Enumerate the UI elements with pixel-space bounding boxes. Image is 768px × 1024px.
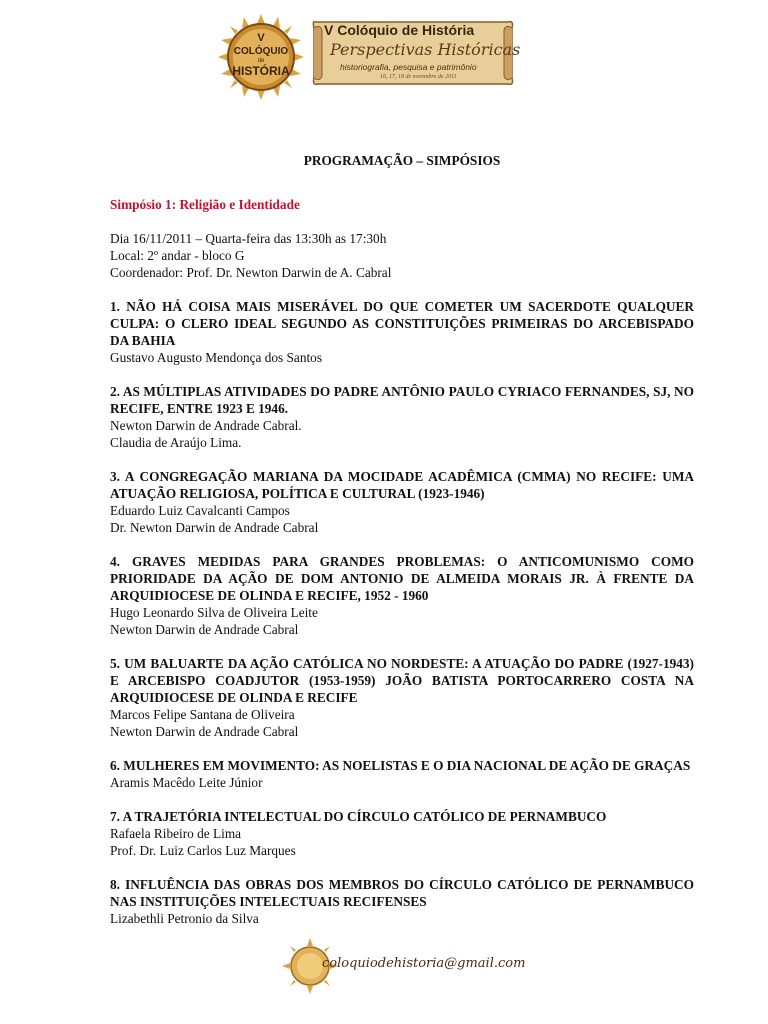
contact-email[interactable]: coloquiodehistoria@gmail.com: [322, 956, 526, 971]
paper-item-6: [110, 757, 694, 791]
paper-item-2: [110, 383, 694, 451]
svg-text:COLÓQUIO: COLÓQUIO: [233, 46, 289, 57]
paper-item-5: [110, 655, 694, 740]
event-banner: [310, 16, 521, 90]
banner-date: 16, 17, 18 de novembro de 2011: [380, 74, 457, 80]
paper-item-1: [110, 298, 694, 366]
document-body: [110, 152, 694, 944]
paper-author: Hugo Leonardo Silva de Oliveira Leite: [110, 605, 318, 620]
paper-author: Newton Darwin de Andrade Cabral: [110, 724, 299, 739]
paper-author: Gustavo Augusto Mendonça dos Santos: [110, 350, 323, 365]
paper-author: Claudia de Araújo Lima.: [110, 435, 242, 450]
banner-subtitle: Perspectivas Históricas: [330, 40, 521, 59]
svg-text:HISTÓRIA: HISTÓRIA: [232, 64, 290, 78]
paper-title: 1. NÃO HÁ COISA MAIS MISERÁVEL DO QUE COMETER UM SACERDOTE QUALQUER CULPA: O CLERO IDEAL SEGUNDO AS CONSTITUIÇÕES PRIMEIRAS DO ARCEBISPADO DA BAHIA: [110, 299, 694, 348]
paper-author: Rafaela Ribeiro de Lima: [110, 826, 242, 841]
paper-title: 7. A TRAJETÓRIA INTELECTUAL DO CÍRCULO CATÓLICO DE PERNAMBUCO: [110, 809, 607, 824]
session-location: Local: 2º andar - bloco G: [110, 248, 245, 263]
page-title: PROGRAMAÇÃO – SIMPÓSIOS: [303, 153, 501, 168]
paper-title: 4. GRAVES MEDIDAS PARA GRANDES PROBLEMAS: O ANTICOMUNISMO COMO PRIORIDADE DA AÇÃO DE DOM ANTONIO DE ALMEIDA MORAIS JR. À FRENTE DA ARQUIDIOCESE DE OLINDA E RECIFE, 1952 - 1960: [110, 554, 694, 603]
paper-title: 3. A CONGREGAÇÃO MARIANA DA MOCIDADE ACADÊMICA (CMMA) NO RECIFE: UMA ATUAÇÃO RELIGIOSA, POLÍTICA E CULTURAL (1923-1946): [110, 469, 694, 501]
session-info: [110, 230, 694, 281]
svg-text:V: V: [257, 32, 265, 44]
banner-title: V Colóquio de História: [324, 22, 475, 38]
paper-title: 6. MULHERES EM MOVIMENTO: AS NOELISTAS E O DIA NACIONAL DE AÇÃO DE GRAÇAS: [110, 758, 691, 773]
paper-item-4: [110, 553, 694, 638]
paper-title: 8. INFLUÊNCIA DAS OBRAS DOS MEMBROS DO CÍRCULO CATÓLICO DE PERNAMBUCO NAS INSTITUIÇÕES INTELECTUAIS RECIFENSES: [110, 877, 694, 909]
paper-author: Newton Darwin de Andrade Cabral.: [110, 418, 302, 433]
session-coordinator: Coordenador: Prof. Dr. Newton Darwin de A. Cabral: [110, 265, 392, 280]
event-header: [218, 12, 521, 98]
paper-author: Newton Darwin de Andrade Cabral: [110, 622, 299, 637]
paper-item-3: [110, 468, 694, 536]
session-date: Dia 16/11/2011 – Quarta-feira das 13:30h as 17:30h: [110, 231, 387, 246]
paper-author: Lizabethli Petronio da Silva: [110, 911, 259, 926]
paper-author: Prof. Dr. Luiz Carlos Luz Marques: [110, 843, 296, 858]
svg-text:de: de: [257, 58, 265, 64]
paper-author: Marcos Felipe Santana de Oliveira: [110, 707, 295, 722]
paper-item-7: [110, 808, 694, 859]
symposium-title: Simpósio 1: Religião e Identidade: [110, 197, 300, 212]
paper-title: 5. UM BALUARTE DA AÇÃO CATÓLICA NO NORDESTE: A ATUAÇÃO DO PADRE (1927-1943) E ARCEBISPO COADJUTOR (1953-1959) JOÃO BATISTA PORTOCARRERO COSTA NA ARQUIDIOCESE DE OLINDA E RECIFE: [110, 656, 694, 705]
colloquium-seal-logo: [218, 14, 304, 100]
paper-title: 2. AS MÚLTIPLAS ATIVIDADES DO PADRE ANTÔNIO PAULO CYRIACO FERNANDES, SJ, NO RECIFE, ENTRE 1923 E 1946.: [110, 384, 694, 416]
paper-author: Aramis Macêdo Leite Júnior: [110, 775, 263, 790]
banner-tagline: historiografia, pesquisa e patrimônio: [340, 62, 477, 72]
paper-author: Dr. Newton Darwin de Andrade Cabral: [110, 520, 319, 535]
paper-author: Eduardo Luiz Cavalcanti Campos: [110, 503, 290, 518]
paper-item-8: [110, 876, 694, 927]
footer: [282, 938, 526, 998]
